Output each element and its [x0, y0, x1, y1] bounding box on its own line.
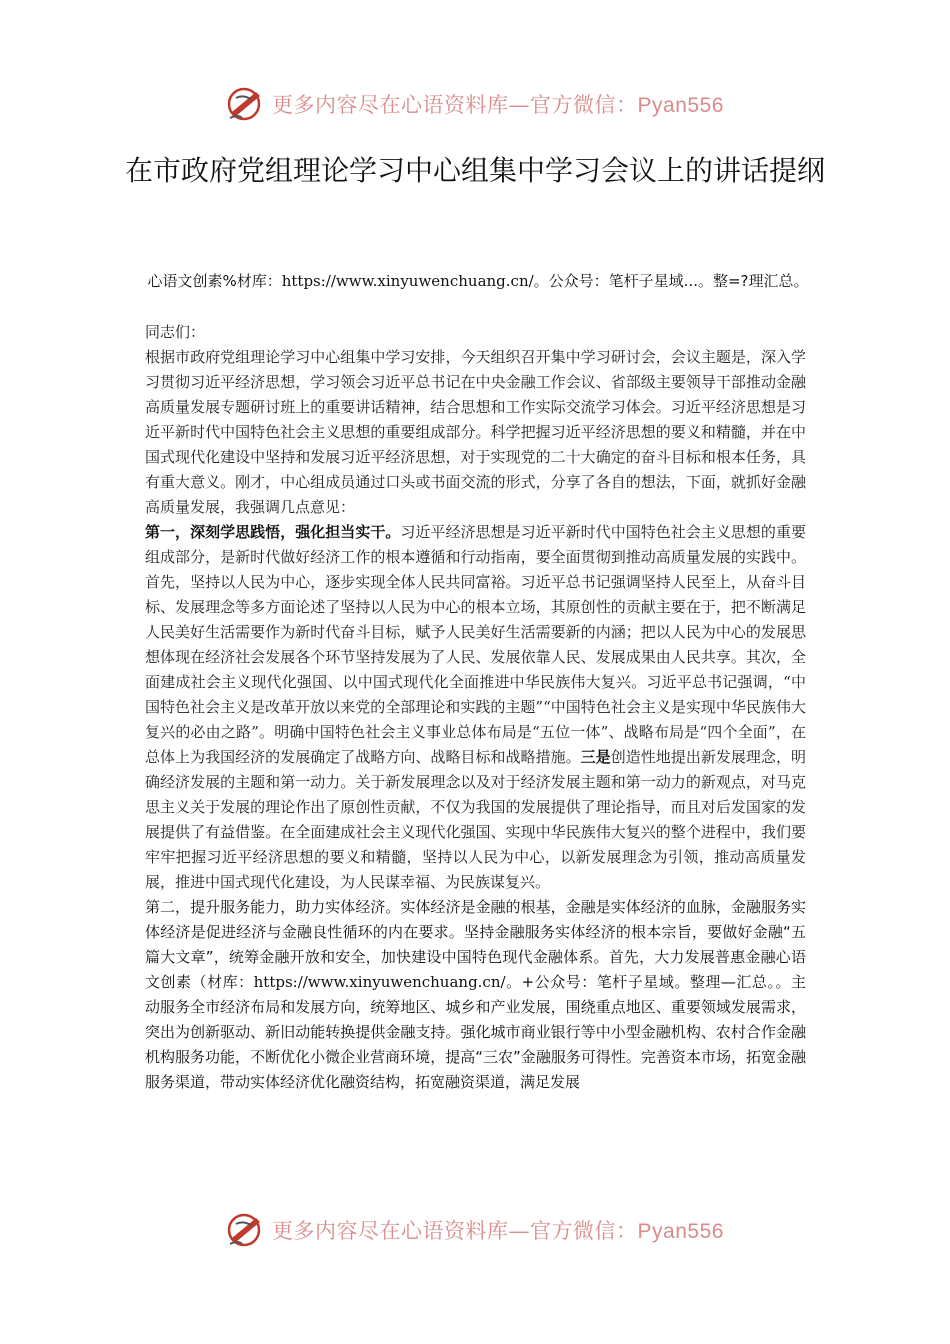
banner-label: 更多内容尽在心语资料库—官方微信： [272, 93, 638, 117]
banner-wechat-id: Pyan556 [637, 1220, 724, 1243]
source-prefix: 心语文创素%材库： [147, 272, 282, 290]
source-suffix: 。公众号：笔杆子星域...。整=?理汇总。 [533, 272, 809, 290]
footer-banner [0, 1206, 950, 1254]
pen-logo-icon [226, 84, 266, 124]
pen-logo-icon [226, 1210, 266, 1250]
section-1-heading: 第一，深刻学思践悟，强化担当实干。 [145, 523, 401, 541]
header-banner [0, 80, 950, 128]
section-2-text-b: 。+公众号：笔杆子星域。整理—汇总。。主动服务全市经济布局和发展方向，统筹地区、城乡和产业发展，围绕重点地区、重要领域发展需求，突出为创新驱动、新旧动能转换提供金融支持。强化城市商业银行等中小型金融机构、农村合作金融机构服务功能，不断优化小微企业营商环境，提高“三农”金融服务可得性。完善资本市场，拓宽金融服务渠道，带动实体经济优化融资结构，拓宽融资渠道，满足发展 [145, 973, 806, 1091]
section-1-third-text: 创造性地提出新发展理念，明确经济发展的主题和第一动力。关于新发展理念以及对于经济发展主题和第一动力的新观点，对马克思主义关于发展的理论作出了原创性贡献，不仅为我国的发展提供了理论指导，而且对后发国家的发展提供了有益借鉴。在全面建成社会主义现代化强国、实现中华民族伟大复兴的整个进程中，我们要牢牢把握习近平经济思想的要义和精髓，坚持以人民为中心，以新发展理念为引领，推动高质量发展，推进中国式现代化建设，为人民谋幸福、为民族谋复兴。 [145, 748, 806, 891]
section-1-third-lead: 三是 [580, 748, 611, 766]
section-2-text-a: 第二，提升服务能力，助力实体经济。实体经济是金融的根基，金融是实体经济的血脉，金融服务实体经济是促进经济与金融良性循环的内在要求。坚持金融服务实体经济的根本宗旨，要做好金融“五篇大文章”，统筹金融开放和安全，加快建设中国特色现代金融体系。首先，大力发展普惠金融心语文创素（材库： [145, 898, 806, 991]
page-title: 在市政府党组理论学习中心组集中学习会议上的讲话提纲 [124, 154, 825, 187]
banner-label: 更多内容尽在心语资料库—官方微信： [272, 1219, 638, 1243]
document-body [145, 320, 806, 1095]
banner-text [272, 89, 724, 119]
banner-wechat-id: Pyan556 [637, 94, 724, 117]
banner-text [272, 1215, 724, 1245]
section-2-paragraph [145, 895, 806, 1095]
source-url: https://www.xinyuwenchuang.cn/ [281, 272, 534, 290]
section-2-url: https://www.xinyuwenchuang.cn/ [253, 973, 506, 991]
section-1-text: 习近平经济思想是习近平新时代中国特色社会主义思想的重要组成部分，是新时代做好经济工作的根本遵循和行动指南，要全面贯彻到推动高质量发展的实践中。首先，坚持以人民为中心，逐步实现全体人民共同富裕。习近平总书记强调坚持人民至上，从奋斗目标、发展理念等多方面论述了坚持以人民为中心的根本立场，其原创性的贡献主要在于，把不断满足人民美好生活需要作为新时代奋斗目标，赋予人民美好生活需要新的内涵；把以人民为中心的发展思想体现在经济社会发展各个环节坚持发展为了人民、发展依靠人民、发展成果由人民共享。其次，全面建成社会主义现代化强国、以中国式现代化全面推进中华民族伟大复兴。习近平总书记强调，“中国特色社会主义是改革开放以来党的全部理论和实践的主题”“中国特色社会主义是实现中华民族伟大复兴的必由之路”。明确中国特色社会主义事业总体布局是“五位一体”、战略布局是“四个全面”，在总体上为我国经济的发展确定了战略方向、战略目标和战略措施。 [145, 523, 806, 766]
salutation: 同志们： [145, 323, 206, 341]
intro-paragraph: 根据市政府党组理论学习中心组集中学习安排，今天组织召开集中学习研讨会，会议主题是，深入学习贯彻习近平经济思想，学习领会习近平总书记在中央金融工作会议、省部级主要领导干部推动金融高质量发展专题研讨班上的重要讲话精神，结合思想和工作实际交流学习体会。习近平经济思想是习近平新时代中国特色社会主义思想的重要组成部分。科学把握习近平经济思想的要义和精髓，并在中国式现代化建设中坚持和发展习近平经济思想，对于实现党的二十大确定的奋斗目标和根本任务，具有重大意义。刚才，中心组成员通过口头或书面交流的形式，分享了各自的想法，下面，就抓好金融高质量发展，我强调几点意见： [145, 348, 806, 516]
section-1-paragraph [145, 520, 806, 895]
source-line [140, 268, 816, 294]
